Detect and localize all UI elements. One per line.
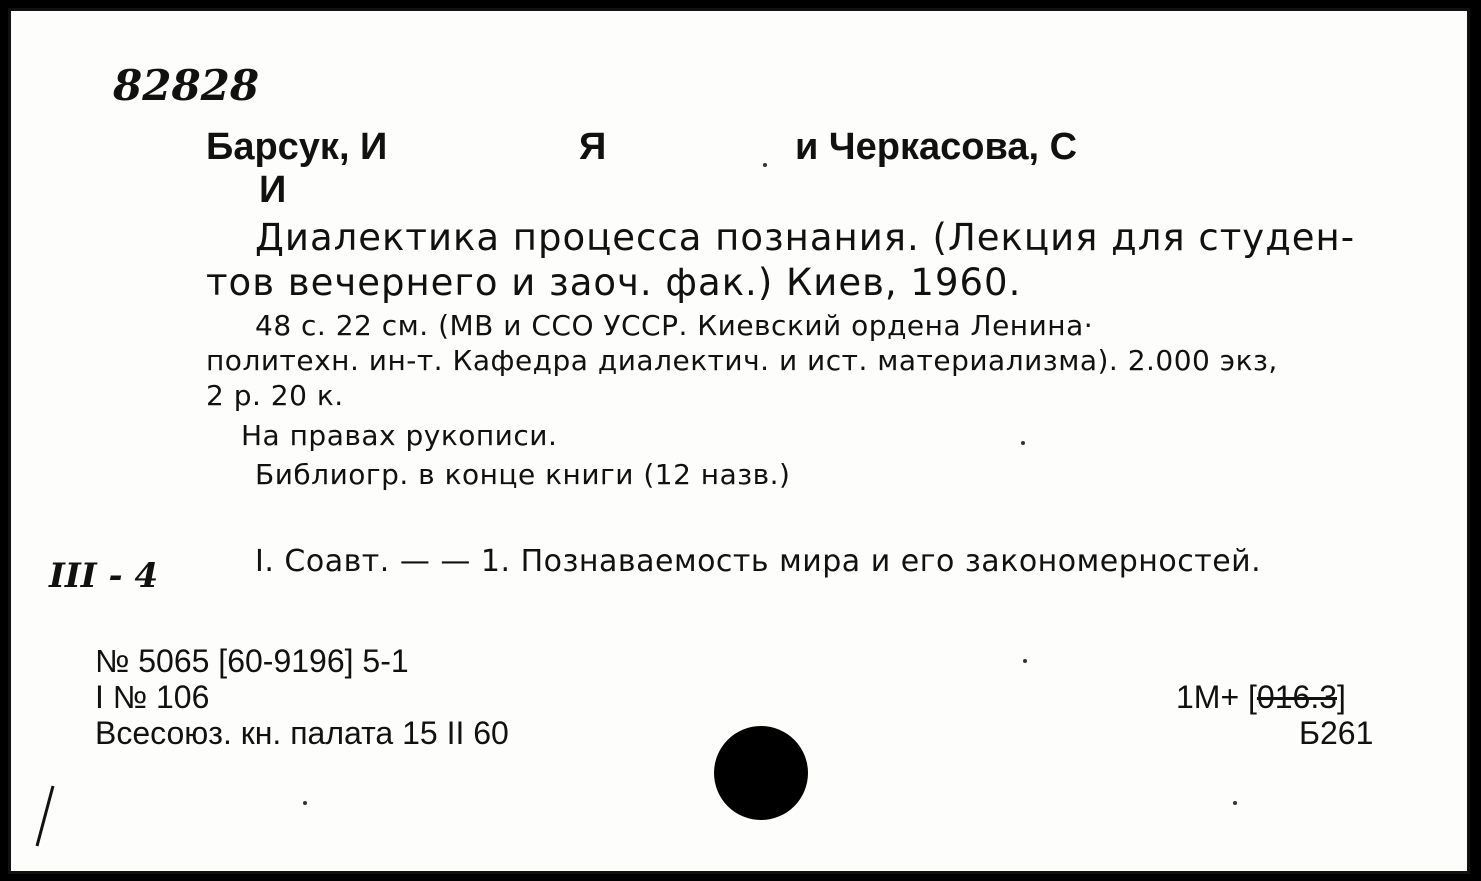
speck [1023,659,1027,663]
description-line-1: 48 с. 22 см. (МВ и ССО УССР. Киевский ордена Ленина· [255,309,1094,342]
speck [303,801,307,805]
footer-line-3: Всесоюз. кн. палата 15 II 60 [95,715,509,751]
footer-right-line-1 [1176,679,1346,716]
note-manuscript-rights: На правах рукописи. [241,419,558,452]
classification-prefix: 1М+ [ [1176,679,1257,715]
margin-classification-mark: III - 4 [49,556,159,596]
classification-struck: 016.3 [1256,679,1337,715]
catalog-card [8,8,1470,874]
tracing-subjects: I. Соавт. — — 1. Познаваемость мира и его закономерностей. [255,544,1262,579]
title-line-2: тов вечернего и заоч. фак.) Киев, 1960. [206,261,1022,304]
description-line-2: политехн. ин-т. Кафедра диалектич. и ист. материализма). 2.000 экз, [206,344,1278,377]
classification-suffix: ] [1337,679,1346,715]
author-initial-second-line: И [259,169,287,211]
author-initial-mid: Я [579,126,607,168]
author-name-1: Барсук, И [206,126,388,168]
margin-slash-mark [31,781,61,851]
note-bibliography: Библиогр. в конце книги (12 назв.) [255,458,791,491]
title-line-1: Диалектика процесса познания. (Лекция для студен- [255,216,1356,259]
speck [1233,801,1237,805]
footer-line-2: I № 106 [95,679,210,715]
handwritten-accession-number: 82828 [113,61,260,110]
speck [763,163,767,167]
description-line-3: 2 р. 20 к. [206,379,344,412]
speck [1021,441,1025,445]
author-name-2: и Черкасова, С [795,126,1078,168]
footer-line-1: № 5065 [60-9196] 5-1 [95,643,409,679]
footer-right-line-2: Б261 [1299,715,1374,751]
punch-hole [714,726,808,820]
